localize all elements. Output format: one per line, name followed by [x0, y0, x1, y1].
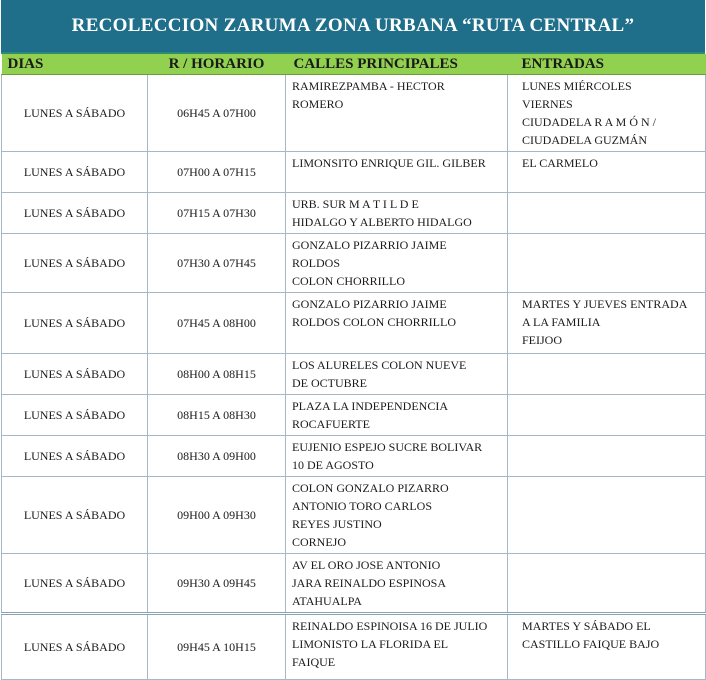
- cell-horario: 06H45 A 07H00: [148, 75, 286, 152]
- cell-dias: LUNES A SÁBADO: [2, 554, 148, 614]
- header-dias: DIAS: [2, 54, 148, 75]
- cell-dias: LUNES A SÁBADO: [2, 395, 148, 436]
- cell-horario: 09H30 A 09H45: [148, 554, 286, 614]
- table-row: [2, 436, 706, 477]
- cell-calles: PLAZA LA INDEPENDENCIA ROCAFUERTE: [286, 395, 508, 436]
- cell-horario: 09H00 A 09H30: [148, 477, 286, 554]
- header-row: [2, 54, 706, 75]
- cell-entradas: [508, 436, 706, 477]
- cell-calles: AV EL ORO JOSE ANTONIO JARA REINALDO ESPINOSA ATAHUALPA: [286, 554, 508, 614]
- cell-dias: LUNES A SÁBADO: [2, 354, 148, 395]
- cell-entradas: [508, 193, 706, 234]
- table-row: [2, 554, 706, 614]
- cell-entradas: [508, 554, 706, 614]
- cell-dias: LUNES A SÁBADO: [2, 293, 148, 354]
- cell-dias: LUNES A SÁBADO: [2, 436, 148, 477]
- table-row: [2, 395, 706, 436]
- cell-calles: GONZALO PIZARRIO JAIME ROLDOS COLON CHORRILLO: [286, 234, 508, 293]
- cell-calles: REINALDO ESPINOISA 16 DE JULIO LIMONISTO LA FLORIDA EL FAIQUE: [286, 614, 508, 680]
- cell-entradas: LUNES MIÉRCOLES VIERNES CIUDADELA R A M Ó N / CIUDADELA GUZMÁN: [508, 75, 706, 152]
- schedule-document: [1, 0, 705, 669]
- table-row: [2, 614, 706, 680]
- cell-calles: URB. SUR M A T I L D E HIDALGO Y ALBERTO HIDALGO: [286, 193, 508, 234]
- cell-dias: LUNES A SÁBADO: [2, 234, 148, 293]
- cell-dias: LUNES A SÁBADO: [2, 477, 148, 554]
- table-row: [2, 152, 706, 193]
- cell-calles: COLON GONZALO PIZARRO ANTONIO TORO CARLOS REYES JUSTINO CORNEJO: [286, 477, 508, 554]
- cell-entradas: EL CARMELO: [508, 152, 706, 193]
- cell-calles: RAMIREZPAMBA - HECTOR ROMERO: [286, 75, 508, 152]
- cell-horario: 07H45 A 08H00: [148, 293, 286, 354]
- table-row: [2, 193, 706, 234]
- cell-calles: LIMONSITO ENRIQUE GIL. GILBER: [286, 152, 508, 193]
- table-row: [2, 75, 706, 152]
- cell-horario: 07H30 A 07H45: [148, 234, 286, 293]
- cell-entradas: [508, 234, 706, 293]
- cell-dias: LUNES A SÁBADO: [2, 152, 148, 193]
- cell-dias: LUNES A SÁBADO: [2, 75, 148, 152]
- cell-dias: LUNES A SÁBADO: [2, 193, 148, 234]
- table-row: [2, 354, 706, 395]
- table-row: [2, 293, 706, 354]
- cell-calles: GONZALO PIZARRIO JAIME ROLDOS COLON CHORRILLO: [286, 293, 508, 354]
- cell-horario: 08H15 A 08H30: [148, 395, 286, 436]
- cell-entradas: MARTES Y SÁBADO EL CASTILLO FAIQUE BAJO: [508, 614, 706, 680]
- cell-entradas: [508, 395, 706, 436]
- cell-calles: LOS ALURELES COLON NUEVE DE OCTUBRE: [286, 354, 508, 395]
- cell-dias: LUNES A SÁBADO: [2, 614, 148, 680]
- cell-entradas: MARTES Y JUEVES ENTRADA A LA FAMILIA FEIJOO: [508, 293, 706, 354]
- cell-entradas: [508, 354, 706, 395]
- cell-horario: 07H00 A 07H15: [148, 152, 286, 193]
- header-horario: R / HORARIO: [148, 54, 286, 75]
- cell-entradas: [508, 477, 706, 554]
- schedule-table: [1, 54, 706, 680]
- document-title: RECOLECCION ZARUMA ZONA URBANA “RUTA CENTRAL”: [1, 0, 705, 54]
- header-entradas: ENTRADAS: [508, 54, 706, 75]
- header-calles: CALLES PRINCIPALES: [286, 54, 508, 75]
- cell-calles: EUJENIO ESPEJO SUCRE BOLIVAR 10 DE AGOSTO: [286, 436, 508, 477]
- cell-horario: 09H45 A 10H15: [148, 614, 286, 680]
- table-row: [2, 234, 706, 293]
- cell-horario: 08H30 A 09H00: [148, 436, 286, 477]
- cell-horario: 07H15 A 07H30: [148, 193, 286, 234]
- table-row: [2, 477, 706, 554]
- cell-horario: 08H00 A 08H15: [148, 354, 286, 395]
